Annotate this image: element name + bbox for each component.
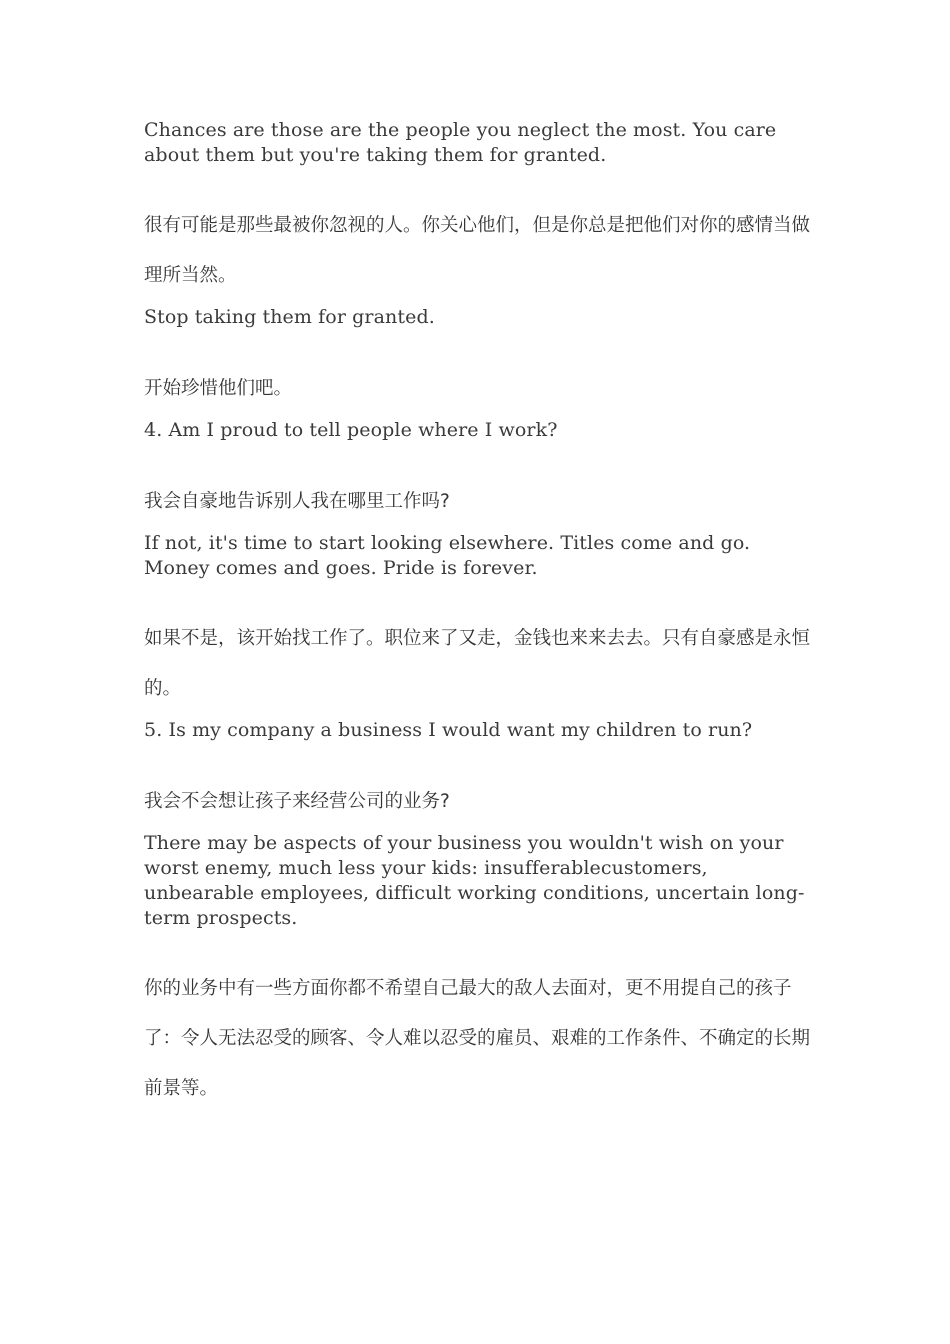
- paragraph-en-4: There may be aspects of your business you wouldn't wish on your worst enemy, much less your kids: insufferablecustomers, unbearable employees, difficult working conditions, uncertain long-term prospects.: [144, 832, 805, 929]
- paragraph-zh-3: 如果不是，该开始找工作了。职位来了又走，金钱也来来去去。只有自豪感是永恒的。: [144, 628, 811, 699]
- paragraph-en-2: Stop taking them for granted.: [144, 306, 435, 328]
- question-4: 4. Am I proud to tell people where I work?: [144, 419, 558, 441]
- paragraph-zh-4: 你的业务中有一些方面你都不希望自己最大的敌人去面对，更不用提自己的孩子了：令人无法忍受的顾客、令人难以忍受的雇员、艰难的工作条件、不确定的长期前景等。: [144, 978, 811, 1099]
- question-4-zh: 我会自豪地告诉别人我在哪里工作吗?: [144, 491, 450, 512]
- paragraph-en-3: If not, it's time to start looking elsewhere. Titles come and go. Money comes and goes. Pride is forever.: [144, 532, 751, 579]
- paragraph-zh-2: 开始珍惜他们吧。: [144, 378, 293, 399]
- paragraph-en-1: Chances are those are the people you neglect the most. You care about them but you're taking them for granted.: [144, 119, 777, 166]
- question-5-zh: 我会不会想让孩子来经营公司的业务?: [144, 791, 450, 812]
- document-body: [144, 118, 810, 1114]
- question-5: 5. Is my company a business I would want my children to run?: [144, 719, 753, 741]
- paragraph-zh-1: 很有可能是那些最被你忽视的人。你关心他们，但是你总是把他们对你的感情当做理所当然。: [144, 215, 811, 286]
